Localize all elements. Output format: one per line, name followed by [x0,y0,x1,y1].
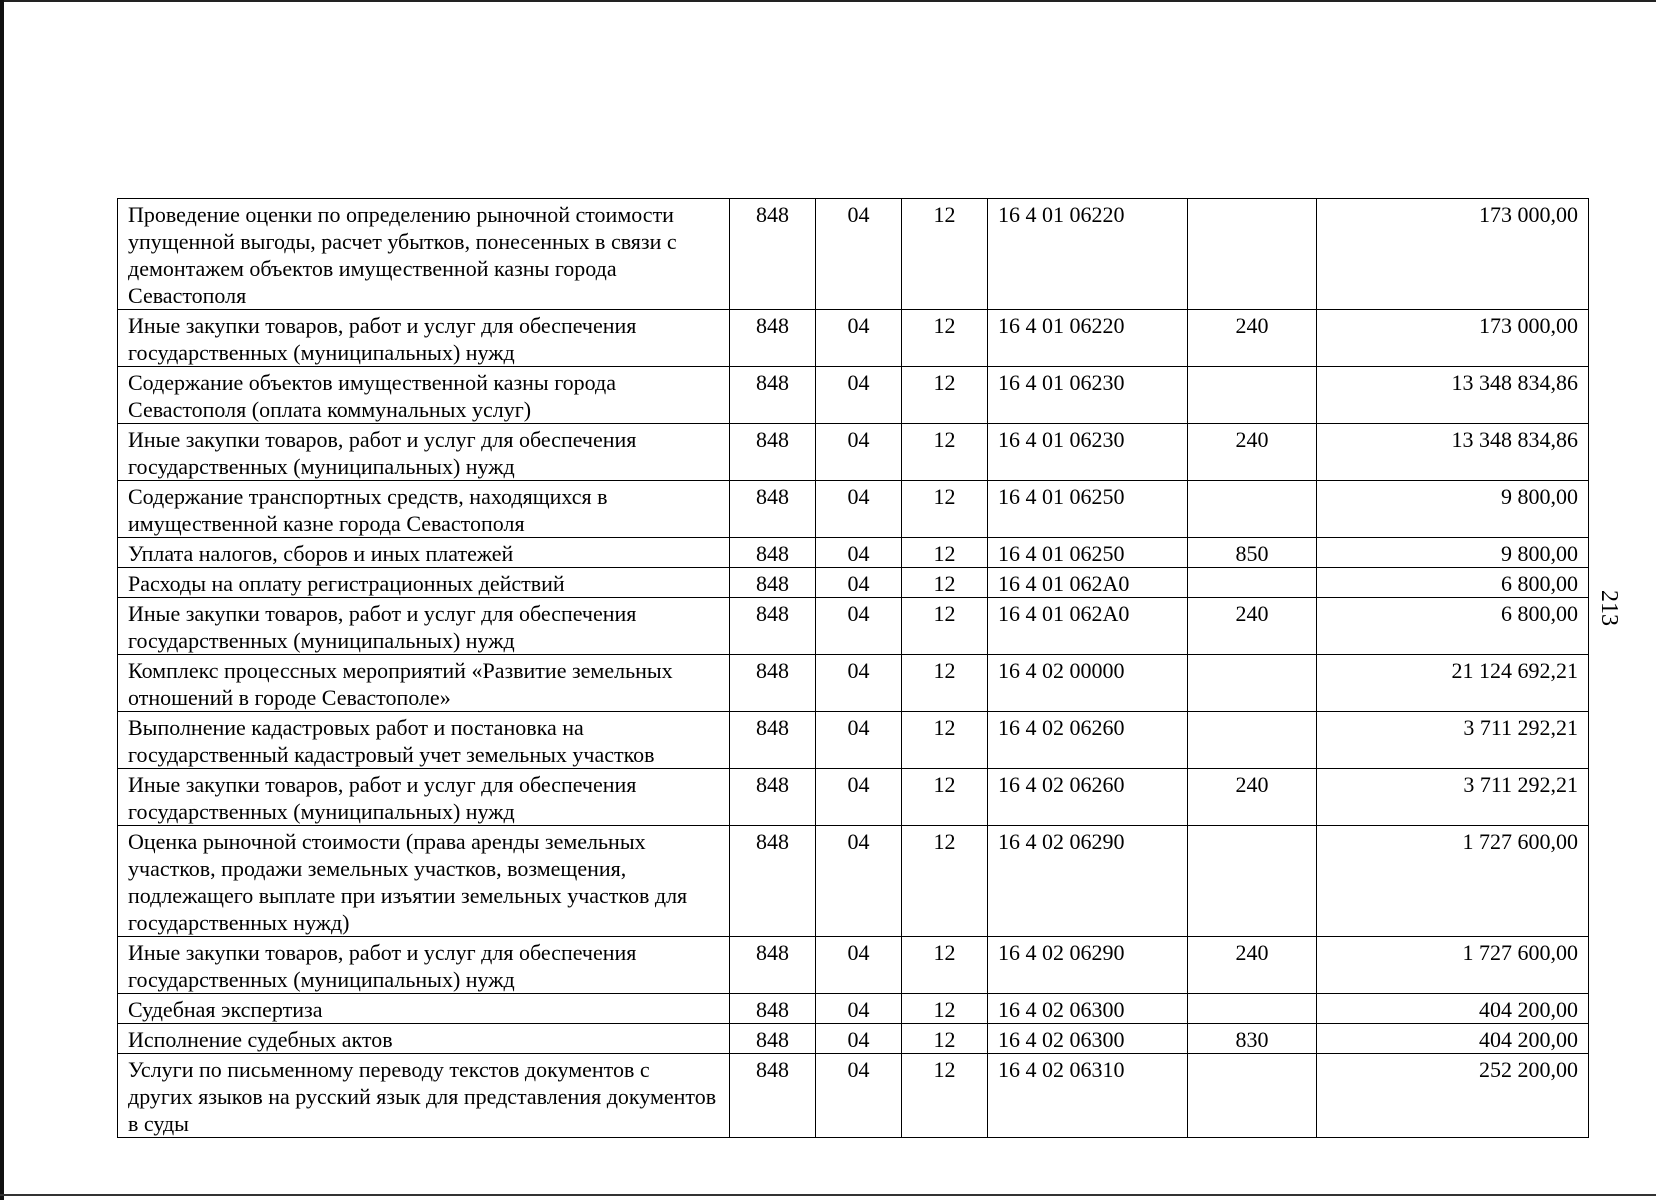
cell-gr-code: 848 [730,937,816,994]
cell-amount: 13 348 834,86 [1317,367,1589,424]
cell-section: 04 [816,310,902,367]
cell-name: Судебная экспертиза [118,994,730,1024]
cell-expense-type [1188,199,1317,310]
cell-section: 04 [816,712,902,769]
cell-amount: 9 800,00 [1317,481,1589,538]
cell-gr-code: 848 [730,481,816,538]
cell-expense-type [1188,1054,1317,1138]
cell-subsection: 12 [902,769,988,826]
cell-target-article: 16 4 02 06290 [988,826,1188,937]
cell-subsection: 12 [902,937,988,994]
cell-amount: 404 200,00 [1317,1024,1589,1054]
table-row [118,826,1589,937]
cell-subsection: 12 [902,310,988,367]
cell-gr-code: 848 [730,994,816,1024]
cell-expense-type: 850 [1188,538,1317,568]
cell-target-article: 16 4 02 06300 [988,994,1188,1024]
cell-expense-type: 240 [1188,598,1317,655]
cell-section: 04 [816,1054,902,1138]
cell-subsection: 12 [902,424,988,481]
cell-subsection: 12 [902,481,988,538]
cell-name: Иные закупки товаров, работ и услуг для обеспечения государственных (муниципальных) нужд [118,424,730,481]
cell-amount: 6 800,00 [1317,568,1589,598]
cell-gr-code: 848 [730,568,816,598]
cell-target-article: 16 4 02 06260 [988,712,1188,769]
cell-gr-code: 848 [730,598,816,655]
cell-name: Иные закупки товаров, работ и услуг для обеспечения государственных (муниципальных) нужд [118,769,730,826]
cell-name: Уплата налогов, сборов и иных платежей [118,538,730,568]
cell-subsection: 12 [902,568,988,598]
cell-name: Услуги по письменному переводу текстов документов с других языков на русский язык для представления документов в суды [118,1054,730,1138]
scan-left-edge [0,0,4,1200]
table-row [118,937,1589,994]
cell-name: Иные закупки товаров, работ и услуг для обеспечения государственных (муниципальных) нужд [118,310,730,367]
table-row [118,769,1589,826]
table-row [118,481,1589,538]
cell-target-article: 16 4 01 06250 [988,481,1188,538]
page-top-edge [0,0,1656,2]
cell-subsection: 12 [902,538,988,568]
cell-gr-code: 848 [730,367,816,424]
cell-amount: 173 000,00 [1317,310,1589,367]
cell-expense-type [1188,826,1317,937]
cell-gr-code: 848 [730,424,816,481]
cell-section: 04 [816,994,902,1024]
table-row [118,1024,1589,1054]
cell-section: 04 [816,199,902,310]
cell-section: 04 [816,424,902,481]
cell-target-article: 16 4 01 06230 [988,367,1188,424]
cell-section: 04 [816,1024,902,1054]
table-row [118,538,1589,568]
budget-table-body [118,199,1589,1138]
cell-target-article: 16 4 02 06300 [988,1024,1188,1054]
cell-name: Выполнение кадастровых работ и постановка на государственный кадастровый учет земельных участков [118,712,730,769]
cell-target-article: 16 4 02 06310 [988,1054,1188,1138]
cell-name: Содержание транспортных средств, находящихся в имущественной казне города Севастополя [118,481,730,538]
cell-subsection: 12 [902,712,988,769]
page-number: 213 [1596,590,1622,626]
cell-expense-type [1188,367,1317,424]
cell-gr-code: 848 [730,310,816,367]
table-row [118,994,1589,1024]
cell-gr-code: 848 [730,1024,816,1054]
cell-section: 04 [816,481,902,538]
table-row [118,367,1589,424]
cell-expense-type: 240 [1188,424,1317,481]
cell-subsection: 12 [902,367,988,424]
cell-amount: 1 727 600,00 [1317,826,1589,937]
cell-section: 04 [816,598,902,655]
cell-expense-type [1188,994,1317,1024]
cell-expense-type [1188,655,1317,712]
cell-section: 04 [816,937,902,994]
cell-subsection: 12 [902,826,988,937]
cell-target-article: 16 4 02 00000 [988,655,1188,712]
cell-name: Содержание объектов имущественной казны города Севастополя (оплата коммунальных услуг) [118,367,730,424]
cell-expense-type: 240 [1188,937,1317,994]
table-row [118,1054,1589,1138]
cell-expense-type: 240 [1188,769,1317,826]
table-row [118,568,1589,598]
cell-section: 04 [816,367,902,424]
cell-section: 04 [816,826,902,937]
cell-amount: 21 124 692,21 [1317,655,1589,712]
cell-amount: 13 348 834,86 [1317,424,1589,481]
cell-expense-type: 240 [1188,310,1317,367]
cell-gr-code: 848 [730,826,816,937]
cell-name: Исполнение судебных актов [118,1024,730,1054]
cell-expense-type [1188,568,1317,598]
cell-target-article: 16 4 02 06290 [988,937,1188,994]
cell-gr-code: 848 [730,538,816,568]
cell-amount: 9 800,00 [1317,538,1589,568]
table-row [118,424,1589,481]
cell-name: Иные закупки товаров, работ и услуг для обеспечения государственных (муниципальных) нужд [118,598,730,655]
cell-target-article: 16 4 01 06250 [988,538,1188,568]
cell-amount: 252 200,00 [1317,1054,1589,1138]
cell-gr-code: 848 [730,1054,816,1138]
cell-target-article: 16 4 01 062А0 [988,598,1188,655]
cell-section: 04 [816,655,902,712]
cell-target-article: 16 4 01 06220 [988,310,1188,367]
page-bottom-edge [0,1194,1656,1196]
cell-gr-code: 848 [730,655,816,712]
table-row [118,655,1589,712]
cell-subsection: 12 [902,1054,988,1138]
cell-amount: 3 711 292,21 [1317,712,1589,769]
cell-subsection: 12 [902,199,988,310]
cell-subsection: 12 [902,994,988,1024]
budget-table [117,198,1589,1138]
cell-target-article: 16 4 01 06230 [988,424,1188,481]
cell-name: Иные закупки товаров, работ и услуг для обеспечения государственных (муниципальных) нужд [118,937,730,994]
cell-gr-code: 848 [730,712,816,769]
cell-section: 04 [816,568,902,598]
cell-amount: 173 000,00 [1317,199,1589,310]
cell-amount: 6 800,00 [1317,598,1589,655]
cell-section: 04 [816,769,902,826]
table-row [118,310,1589,367]
table-row [118,199,1589,310]
cell-name: Оценка рыночной стоимости (права аренды земельных участков, продажи земельных участков, возмещения, подлежащего выплате при изъятии земельных участков для государственных нужд) [118,826,730,937]
cell-subsection: 12 [902,655,988,712]
cell-target-article: 16 4 01 06220 [988,199,1188,310]
cell-expense-type: 830 [1188,1024,1317,1054]
cell-expense-type [1188,712,1317,769]
cell-gr-code: 848 [730,199,816,310]
cell-target-article: 16 4 02 06260 [988,769,1188,826]
cell-amount: 3 711 292,21 [1317,769,1589,826]
cell-name: Расходы на оплату регистрационных действий [118,568,730,598]
table-row [118,712,1589,769]
cell-subsection: 12 [902,1024,988,1054]
cell-name: Комплекс процессных мероприятий «Развитие земельных отношений в городе Севастополе» [118,655,730,712]
cell-name: Проведение оценки по определению рыночной стоимости упущенной выгоды, расчет убытков, понесенных в связи с демонтажем объектов имущественной казны города Севастополя [118,199,730,310]
table-row [118,598,1589,655]
cell-target-article: 16 4 01 062А0 [988,568,1188,598]
cell-gr-code: 848 [730,769,816,826]
cell-amount: 1 727 600,00 [1317,937,1589,994]
cell-expense-type [1188,481,1317,538]
cell-subsection: 12 [902,598,988,655]
cell-section: 04 [816,538,902,568]
cell-amount: 404 200,00 [1317,994,1589,1024]
